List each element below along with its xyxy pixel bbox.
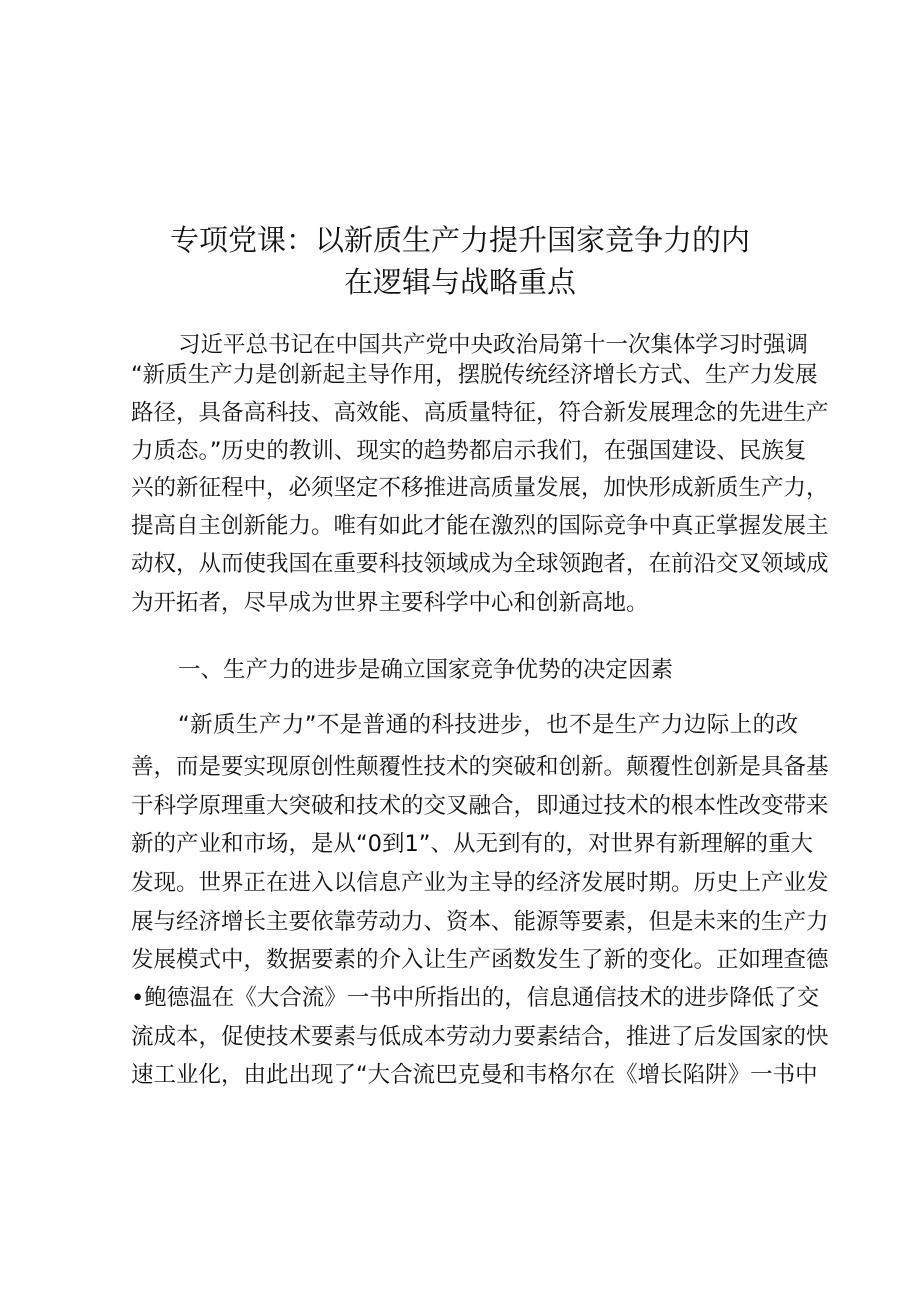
paragraph-2-line-4: 新的产业和市场，是从“0到1”、从无到有的，对世界有新理解的重大: [131, 831, 813, 857]
paragraph-2-line-6: 展与经济增长主要依靠劳动力、资本、能源等要素，但是未来的生产力: [131, 909, 829, 935]
paragraph-2-line-5: 发现。世界正在进入以信息产业为主导的经济发展时期。历史上产业发: [131, 870, 829, 896]
paragraph-1-line-8: 为开拓者，尽早成为世界主要科学中心和创新高地。: [131, 590, 649, 616]
paragraph-1-line-1: 习近平总书记在中国共产党中央政治局第十一次集体学习时强调: [178, 332, 809, 358]
paragraph-1-line-7: 动权，从而使我国在重要科技领域成为全球领跑者，在前沿交叉领域成: [131, 551, 829, 577]
paragraph-2-line-1: “新质生产力”不是普通的科技进步，也不是生产力边际上的改: [178, 712, 798, 738]
section-1-heading: 一、生产力的进步是确立国家竞争优势的决定因素: [178, 657, 674, 683]
paragraph-1-line-5: 兴的新征程中，必须坚定不移推进高质量发展，加快形成新质生产力，: [131, 475, 829, 501]
paragraph-2-line-9: 流成本，促使技术要素与低成本劳动力要素结合，推进了后发国家的快: [131, 1024, 829, 1050]
paragraph-1-line-4: 力质态。”历史的教训、现实的趋势都启示我们，在强国建设、民族复: [131, 438, 807, 464]
paragraph-1-line-2: “新质生产力是创新起主导作用，摆脱传统经济增长方式、生产力发展: [131, 362, 818, 388]
document-title-line-2: 在逻辑与战略重点: [343, 265, 576, 299]
document-title-line-1: 专项党课：以新质生产力提升国家竞争力的内: [169, 223, 750, 257]
paragraph-2-line-7: 发展模式中，数据要素的介入让生产函数发生了新的变化。正如理查德: [131, 947, 829, 973]
paragraph-2-line-10: 速工业化，由此出现了“大合流巴克曼和韦格尔在《增长陷阱》一书中: [131, 1062, 818, 1088]
paragraph-2-line-8: •鲍德温在《大合流》一书中所指出的，信息通信技术的进步降低了交: [131, 985, 820, 1011]
paragraph-2-line-3: 于科学原理重大突破和技术的交叉融合，即通过技术的根本性改变带来: [131, 793, 829, 819]
paragraph-1-line-6: 提高自主创新能力。唯有如此才能在激烈的国际竞争中真正掌握发展主: [131, 513, 829, 539]
paragraph-1-line-3: 路径，具备高科技、高效能、高质量特征，符合新发展理念的先进生产: [131, 400, 829, 426]
paragraph-2-line-2: 善，而是要实现原创性颠覆性技术的突破和创新。颠覆性创新是具备基: [131, 754, 829, 780]
